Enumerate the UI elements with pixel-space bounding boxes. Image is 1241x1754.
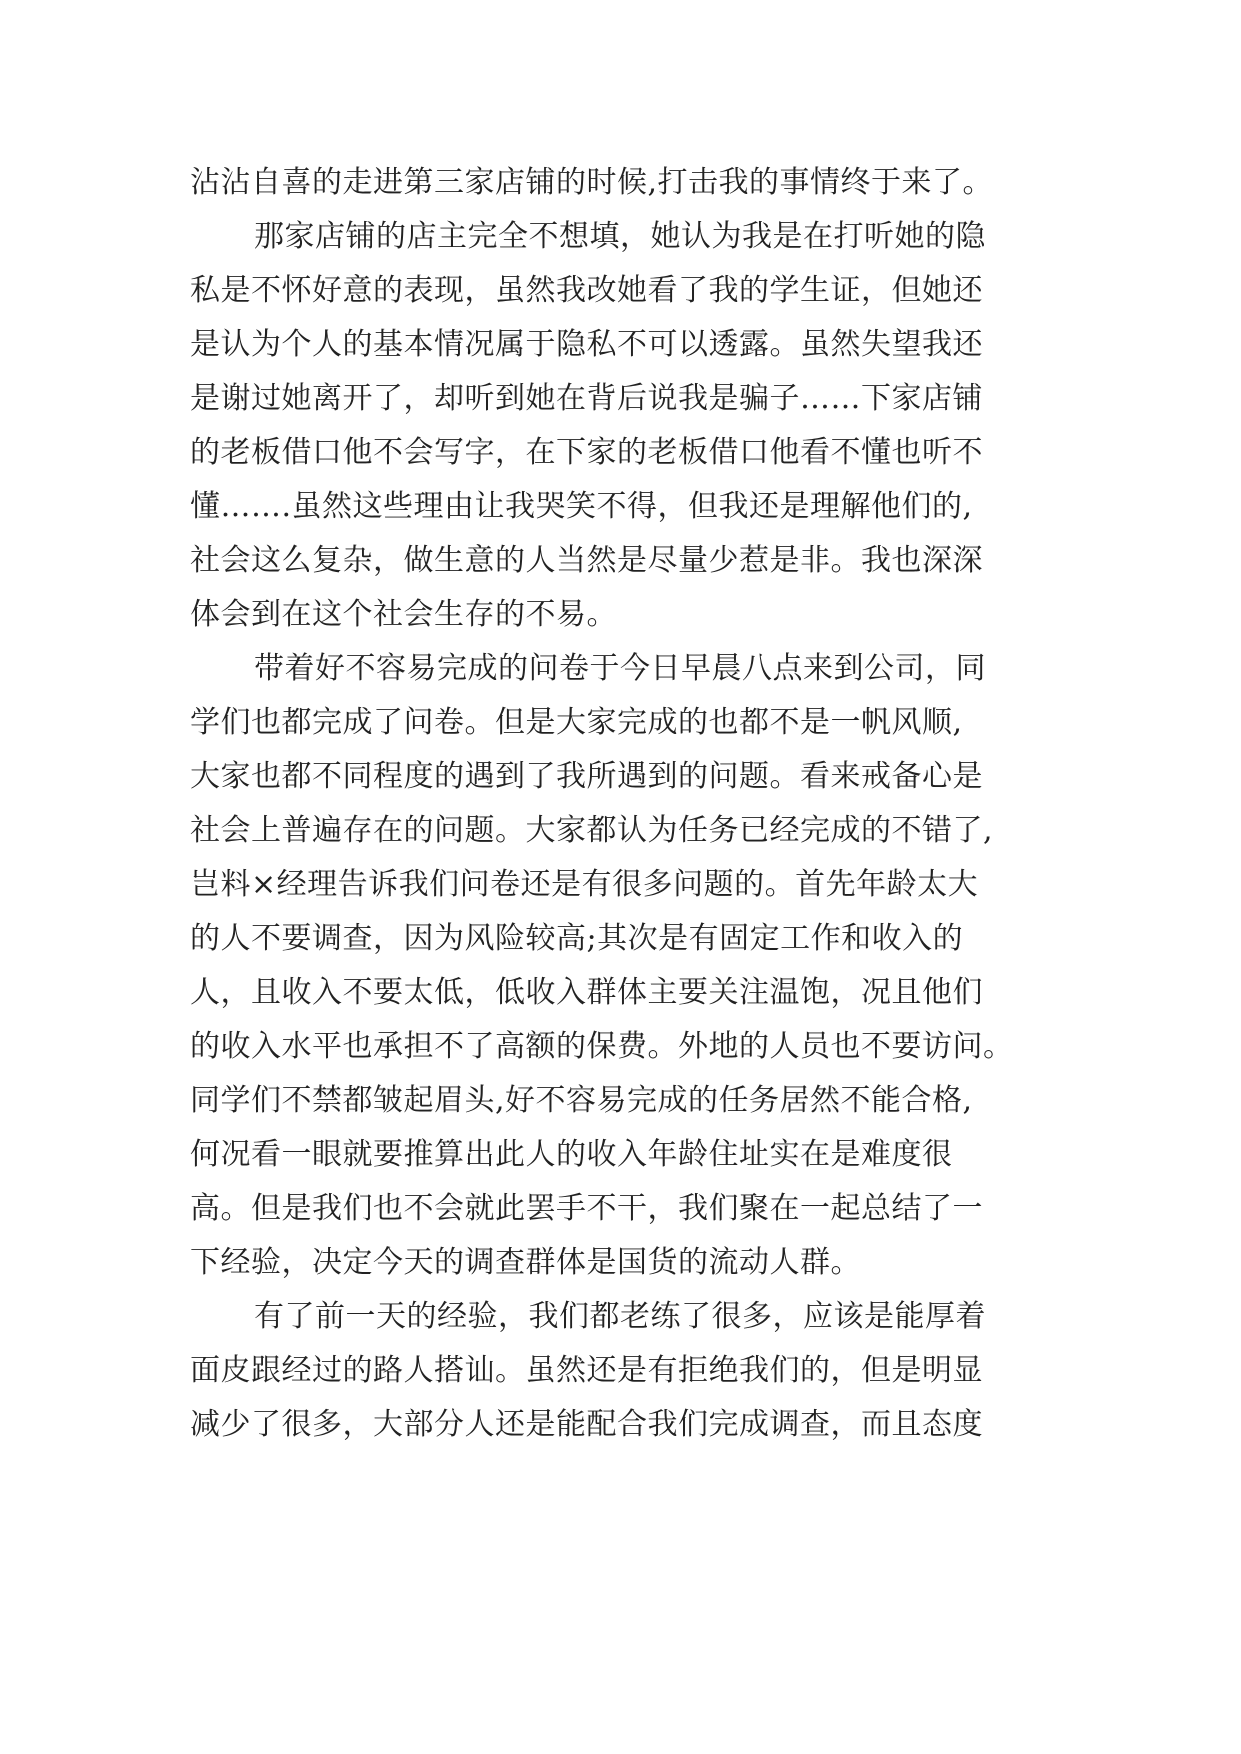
text-line: 的收入水平也承担不了高额的保费。外地的人员也不要访问。 <box>190 1029 1014 1064</box>
text-line: 何况看一眼就要推算出此人的收入年龄住址实在是难度很 <box>190 1137 953 1172</box>
body-text <box>190 156 1080 1452</box>
text-line: 学们也都完成了问卷。但是大家完成的也都不是一帆风顺, <box>190 705 963 740</box>
text-line: 是认为个人的基本情况属于隐私不可以透露。虽然失望我还 <box>190 327 983 362</box>
text-line: 体会到在这个社会生存的不易。 <box>190 597 617 632</box>
text-line: 面皮跟经过的路人搭讪。虽然还是有拒绝我们的，但是明显 <box>190 1353 983 1388</box>
text-line: 沾沾自喜的走进第三家店铺的时候,打击我的事情终于来了。 <box>190 165 994 200</box>
text-line: 高。但是我们也不会就此罢手不干，我们聚在一起总结了一 <box>190 1191 983 1226</box>
text-line: 社会上普遍存在的问题。大家都认为任务已经完成的不错了, <box>190 813 994 848</box>
paragraph-start-line: 带着好不容易完成的问卷于今日早晨八点来到公司，同 <box>254 651 986 686</box>
text-line: 社会这么复杂，做生意的人当然是尽量少惹是非。我也深深 <box>190 543 983 578</box>
text-line: 下经验，决定今天的调查群体是国货的流动人群。 <box>190 1245 861 1280</box>
text-line: 同学们不禁都皱起眉头,好不容易完成的任务居然不能合格, <box>190 1083 973 1118</box>
text-line: 大家也都不同程度的遇到了我所遇到的问题。看来戒备心是 <box>190 759 983 794</box>
text-line: 的人不要调查，因为风险较高;其次是有固定工作和收入的 <box>190 921 964 956</box>
text-line: 人，且收入不要太低，低收入群体主要关注温饱，况且他们 <box>190 975 983 1010</box>
paragraph-start-line: 有了前一天的经验，我们都老练了很多，应该是能厚着 <box>254 1299 986 1334</box>
text-line: 是谢过她离开了，却听到她在背后说我是骗子……下家店铺 <box>190 381 983 416</box>
paragraph-start-line: 那家店铺的店主完全不想填，她认为我是在打听她的隐 <box>254 219 986 254</box>
text-line: 岂料×经理告诉我们问卷还是有很多问题的。首先年龄太大 <box>190 867 979 902</box>
text-line: 的老板借口他不会写字，在下家的老板借口他看不懂也听不 <box>190 435 983 470</box>
text-line: 私是不怀好意的表现，虽然我改她看了我的学生证，但她还 <box>190 273 983 308</box>
text-line: 懂…….虽然这些理由让我哭笑不得，但我还是理解他们的, <box>190 489 973 524</box>
text-line: 减少了很多，大部分人还是能配合我们完成调查，而且态度 <box>190 1407 983 1442</box>
